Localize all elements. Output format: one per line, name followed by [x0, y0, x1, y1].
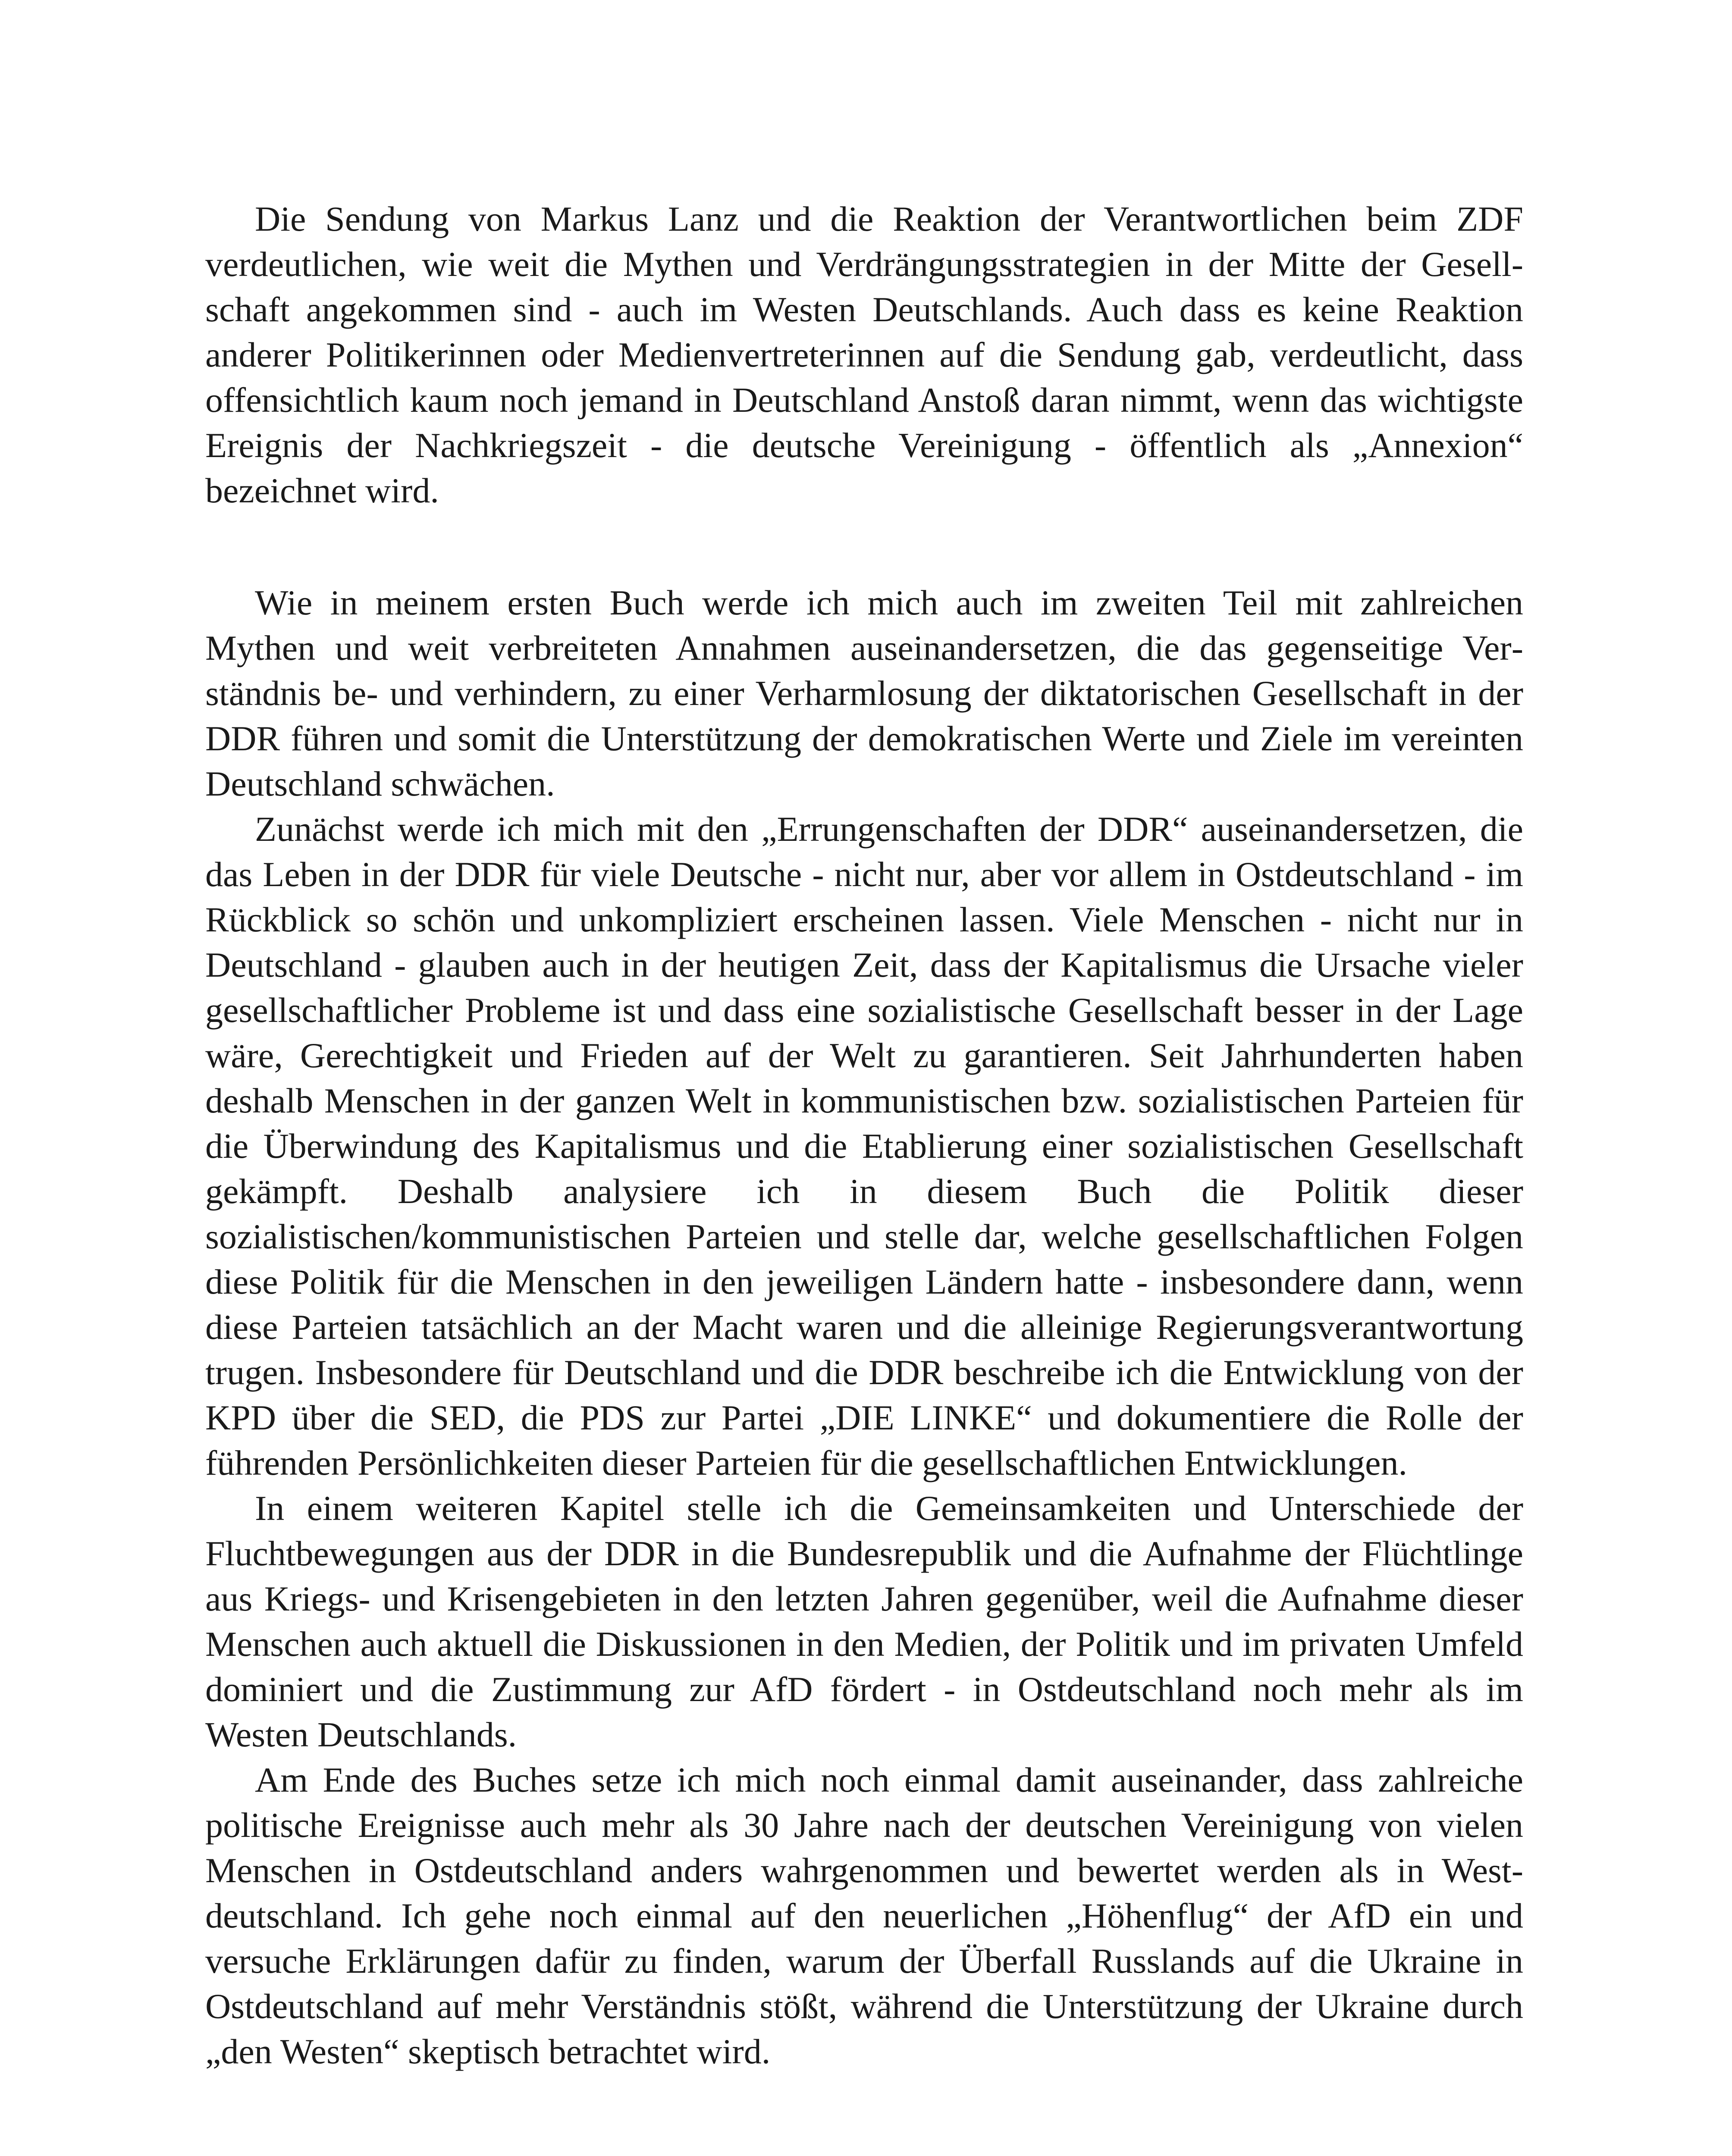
paragraph-ddr-achievements: Zunächst werde ich mich mit den „Errungenschaften der DDR“ auseinandersetzen, die das Leben in der DDR für viele Deutsche - nicht nur, aber vor allem in Ostdeutschland - im Rückblick so schön und unkompliziert erscheinen lassen. Viele Menschen - nicht nur in Deutschland - glauben auch in der heutigen Zeit, dass der Kapitalismus die Ursache vieler gesellschaftlicher Probleme ist und dass eine sozialistische Gesellschaft besser in der Lage wäre, Gerechtigkeit und Frieden auf der Welt zu garantieren. Seit Jahrhunderten haben deshalb Menschen in der ganzen Welt in kommunistischen bzw. sozialistischen Parteien für die Überwindung des Kapitalismus und die Etablierung einer sozialistischen Gesellschaft gekämpft. Deshalb analysiere ich in diesem Buch die Politik dieser sozialistischen/kommunistischen Parteien und stelle dar, welche gesellschaftlichen Folgen diese Politik für die Menschen in den jeweiligen Ländern hatte - insbesondere dann, wenn diese Parteien tatsächlich an der Macht waren und die alleinige Regierungsverantwortung trugen. Insbesondere für Deutschland und die DDR beschreibe ich die Entwicklung von der KPD über die SED, die PDS zur Partei „DIE LINKE“ und dokumentiere die Rolle der führenden Persönlichkeiten dieser Parteien für die gesellschaftlichen Entwicklungen.	[205, 809, 1523, 1482]
section-gap	[205, 513, 1523, 580]
paragraph-lanz-zdf: Die Sendung von Markus Lanz und die Reaktion der Verantwortlichen beim ZDF verdeutlichen, wie weit die Mythen und Verdrängungsstrategien in der Mitte der Gesellschaft angekommen sind - auch im Westen Deutschlands. Auch dass es keine Reaktion anderer Politikerinnen oder Medienvertreterinnen auf die Sendung gab, verdeutlicht, dass offensichtlich kaum noch jemand in Deutschland Anstoß daran nimmt, wenn das wichtigste Ereignis der Nachkriegszeit - die deutsche Vereinigung - öffentlich als „Annexion“ bezeichnet wird.	[205, 199, 1523, 510]
paragraph-book-ending: Am Ende des Buches setze ich mich noch einmal damit auseinander, dass zahlreiche politische Ereignisse auch mehr als 30 Jahre nach der deutschen Vereinigung von vielen Menschen in Ostdeutschland anders wahrgenommen und bewertet werden als in Westdeutschland. Ich gehe noch einmal auf den neuerlichen „Höhenflug“ der AfD ein und versuche Erklärungen dafür zu finden, warum der Überfall Russlands auf die Ukraine in Ostdeutschland auf mehr Verständnis stößt, während die Unterstützung der Ukraine durch „den Westen“ skeptisch betrachtet wird.	[205, 1760, 1523, 2071]
paragraph-myths-intro: Wie in meinem ersten Buch werde ich mich auch im zweiten Teil mit zahlreichen Mythen und weit verbreiteten Annahmen auseinandersetzen, die das gegenseitige Verständnis be- und verhindern, zu einer Verharmlosung der diktatorischen Gesellschaft in der DDR führen und somit die Unterstützung der demokratischen Werte und Ziele im vereinten Deutschland schwächen.	[205, 583, 1523, 803]
paragraph-refugees-chapter: In einem weiteren Kapitel stelle ich die Gemeinsamkeiten und Unterschiede der Fluchtbewegungen aus der DDR in die Bundesrepublik und die Aufnahme der Flüchtlinge aus Kriegs- und Krisengebieten in den letzten Jahren gegenüber, weil die Aufnahme dieser Menschen auch aktuell die Diskussionen in den Medien, der Politik und im privaten Umfeld dominiert und die Zustimmung zur AfD fördert - in Ostdeutschland noch mehr als im Westen Deutschlands.	[205, 1489, 1523, 1754]
body-text	[205, 196, 1523, 2074]
